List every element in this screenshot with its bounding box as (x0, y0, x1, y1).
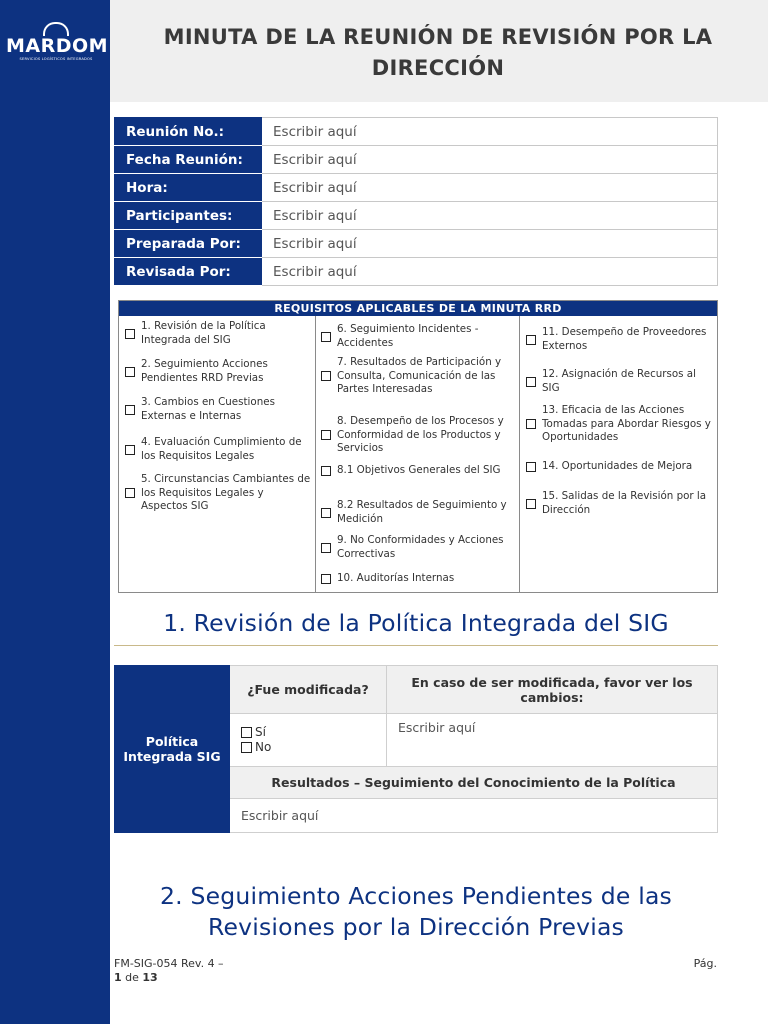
checkbox[interactable] (125, 329, 135, 339)
requirement-label: 8.2 Resultados de Seguimiento y Medición (337, 499, 507, 525)
changes-field[interactable]: Escribir aquí (387, 714, 718, 767)
checkbox[interactable] (125, 405, 135, 415)
requirement-label: 13. Eficacia de las Acciones Tomadas para Abordar Riesgos y Oportunidades (542, 404, 711, 443)
requirements-box (118, 300, 718, 593)
option-no[interactable] (241, 740, 385, 755)
requirement-label: 6. Seguimiento Incidentes - Accidentes (337, 323, 479, 349)
page-total: 13 (142, 971, 158, 984)
page-current: 1 (114, 971, 122, 984)
requirement-label: 5. Circunstancias Cambiantes de los Requisitos Legales y Aspectos SIG (141, 473, 311, 512)
checkbox[interactable] (526, 335, 536, 345)
requirement-label: 3. Cambios en Cuestiones Externas e Internas (141, 396, 275, 422)
info-value-field[interactable]: Escribir aquí (262, 230, 718, 258)
requirement-label: 9. No Conformidades y Acciones Correctivas (337, 534, 504, 560)
logo-tagline: SERVICIOS LOGÍSTICOS INTEGRADOS (19, 57, 93, 61)
requirement-item (321, 415, 515, 456)
info-value-field[interactable]: Escribir aquí (262, 174, 718, 202)
requirement-label: 8.1 Objetivos Generales del SIG (337, 464, 501, 476)
requirements-header: REQUISITOS APLICABLES DE LA MINUTA RRD (119, 301, 717, 316)
requirement-label: 7. Resultados de Participación y Consulta, Comunicación de las Partes Interesadas (337, 356, 502, 395)
checkbox[interactable] (321, 543, 331, 553)
requirement-item (321, 464, 515, 478)
checkbox[interactable] (526, 499, 536, 509)
info-label: Reunión No.: (115, 118, 262, 146)
meeting-info-table (114, 117, 718, 286)
option-no-label: No (255, 740, 272, 754)
footer-page-label: Pág. (693, 957, 717, 970)
form-code: FM-SIG-054 Rev. 4 – (114, 957, 224, 970)
info-row (115, 258, 718, 286)
section-2-title-line: 2. Seguimiento Acciones Pendientes de las (159, 882, 672, 910)
requirement-item (321, 323, 515, 350)
requirement-label: 10. Auditorías Internas (337, 572, 455, 584)
info-label: Revisada Por: (115, 258, 262, 286)
requirement-label: 8. Desempeño de los Procesos y Conformidad de los Productos y Servicios (337, 415, 504, 454)
checkbox[interactable] (321, 430, 331, 440)
checkbox[interactable] (321, 574, 331, 584)
info-value-field[interactable]: Escribir aquí (262, 146, 718, 174)
checkbox[interactable] (321, 466, 331, 476)
policy-table (114, 665, 718, 833)
footer-document-code (114, 957, 224, 985)
option-yes[interactable] (241, 725, 385, 740)
info-label: Participantes: (115, 202, 262, 230)
section-1-title: 1. Revisión de la Política Integrada del SIG (163, 609, 669, 637)
results-field[interactable]: Escribir aquí (230, 799, 718, 833)
checkbox[interactable] (241, 727, 252, 738)
document-title: MINUTA DE LA REUNIÓN DE REVISIÓN POR LA DIRECCIÓN (163, 25, 713, 80)
info-row (115, 174, 718, 202)
requirements-column-3 (520, 316, 718, 592)
checkbox[interactable] (526, 377, 536, 387)
changes-header: En caso de ser modificada, favor ver los cambios: (387, 666, 718, 714)
checkbox[interactable] (125, 488, 135, 498)
section-2-title-line: Revisiones por la Dirección Previas (208, 913, 624, 941)
requirement-item (125, 473, 311, 514)
requirement-item (321, 534, 515, 561)
info-row (115, 146, 718, 174)
info-value-field[interactable]: Escribir aquí (262, 118, 718, 146)
checkbox[interactable] (125, 445, 135, 455)
info-value-field[interactable]: Escribir aquí (262, 258, 718, 286)
requirement-label: 4. Evaluación Cumplimiento de los Requisitos Legales (141, 436, 302, 462)
checkbox[interactable] (321, 508, 331, 518)
requirement-item (526, 404, 714, 445)
requirement-label: 15. Salidas de la Revisión por la Dirección (542, 490, 707, 516)
info-row (115, 230, 718, 258)
checkbox[interactable] (526, 462, 536, 472)
section-divider (114, 645, 718, 646)
requirements-column-1 (119, 316, 316, 592)
info-label: Hora: (115, 174, 262, 202)
section-2-title (114, 881, 718, 943)
requirement-item (526, 490, 714, 517)
requirement-label: 12. Asignación de Recursos al SIG (542, 368, 696, 394)
requirement-item (526, 368, 714, 395)
requirement-item (125, 358, 311, 385)
page-of: de (125, 971, 139, 984)
requirement-label: 14. Oportunidades de Mejora (542, 460, 693, 472)
requirement-label: 11. Desempeño de Proveedores Externos (542, 326, 707, 352)
info-row (115, 118, 718, 146)
info-label: Fecha Reunión: (115, 146, 262, 174)
sidebar-band (0, 0, 110, 1024)
policy-side-label: Política Integrada SIG (115, 666, 230, 833)
results-header: Resultados – Seguimiento del Conocimiento de la Política (230, 767, 718, 799)
globe-icon (43, 22, 69, 36)
logo-name: MARDOM (6, 35, 109, 57)
checkbox[interactable] (125, 367, 135, 377)
checkbox[interactable] (321, 332, 331, 342)
option-yes-label: Sí (255, 725, 266, 739)
mardom-logo (6, 22, 109, 62)
requirement-item (526, 326, 714, 353)
requirement-label: 1. Revisión de la Política Integrada del SIG (141, 320, 266, 346)
requirement-item (125, 320, 311, 347)
checkbox[interactable] (321, 371, 331, 381)
info-value-field[interactable]: Escribir aquí (262, 202, 718, 230)
modified-question-header: ¿Fue modificada? (230, 666, 387, 714)
requirement-item (125, 396, 311, 423)
requirement-item (125, 436, 311, 463)
checkbox[interactable] (526, 419, 536, 429)
checkbox[interactable] (241, 742, 252, 753)
requirement-item (526, 460, 714, 474)
modified-options (230, 714, 387, 767)
requirement-item (321, 499, 515, 526)
requirement-item (321, 356, 515, 397)
requirement-label: 2. Seguimiento Acciones Pendientes RRD Previas (141, 358, 268, 384)
info-label: Preparada Por: (115, 230, 262, 258)
requirement-item (321, 572, 515, 586)
info-row (115, 202, 718, 230)
requirements-column-2 (315, 316, 520, 592)
page-number (114, 971, 224, 985)
